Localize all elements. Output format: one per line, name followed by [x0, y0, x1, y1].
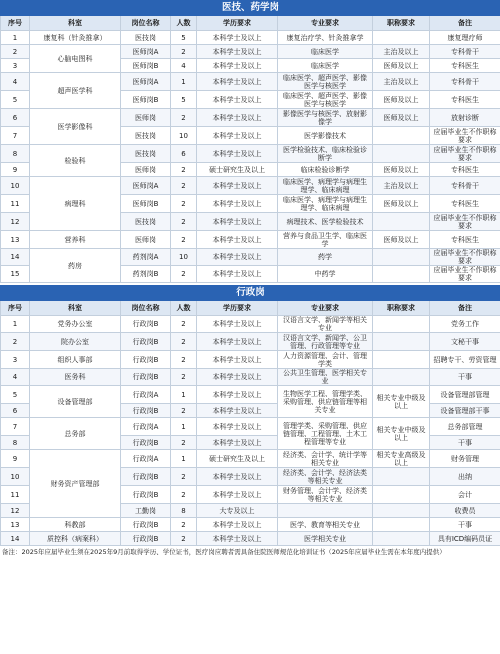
cell-remark: 具有ICD编码员证	[430, 532, 500, 546]
header-position: 岗位名称	[121, 301, 171, 316]
cell-edu: 本科学士及以上	[197, 249, 278, 266]
cell-remark: 招聘专干、劳资管理	[430, 351, 500, 369]
cell-title	[373, 351, 430, 369]
header-major: 专业要求	[278, 16, 373, 31]
cell-major: 汉语言文学、新闻学等相关专业	[278, 316, 373, 333]
cell-edu: 本科学士及以上	[197, 45, 278, 59]
cell-pos: 行政岗B	[121, 369, 171, 386]
cell-dept: 党务办公室	[30, 316, 121, 333]
cell-edu: 本科学士及以上	[197, 468, 278, 486]
cell-title	[373, 518, 430, 532]
table-row	[1, 532, 500, 546]
cell-remark: 收费员	[430, 504, 500, 518]
cell-pos: 行政岗B	[121, 351, 171, 369]
cell-no: 14	[1, 532, 30, 546]
cell-edu: 本科学士及以上	[197, 213, 278, 231]
cell-edu: 本科学士及以上	[197, 177, 278, 195]
cell-no: 6	[1, 404, 30, 418]
cell-pos: 行政岗B	[121, 404, 171, 418]
cell-dept: 康复科（针灸推拿）	[30, 31, 121, 45]
cell-major: 药学	[278, 249, 373, 266]
cell-remark: 应届毕业生不作职称要求	[430, 127, 500, 145]
cell-num: 8	[171, 504, 197, 518]
cell-title	[373, 486, 430, 504]
cell-pos: 医师岗B	[121, 91, 171, 109]
cell-pos: 医师岗	[121, 163, 171, 177]
cell-no: 9	[1, 450, 30, 468]
cell-num: 2	[171, 468, 197, 486]
cell-title: 医师及以上	[373, 163, 430, 177]
cell-edu: 本科学士及以上	[197, 386, 278, 404]
cell-num: 2	[171, 333, 197, 351]
cell-num: 10	[171, 127, 197, 145]
cell-edu: 本科学士及以上	[197, 31, 278, 45]
cell-num: 2	[171, 351, 197, 369]
cell-dept: 总务部	[30, 418, 121, 450]
cell-pos: 医师岗A	[121, 45, 171, 59]
cell-major: 公共卫生管理、医学相关专业	[278, 369, 373, 386]
cell-pos: 药剂岗A	[121, 249, 171, 266]
cell-major: 临床医学、超声医学、影像医学与核医学	[278, 73, 373, 91]
cell-no: 15	[1, 266, 30, 283]
cell-major: 病理技术、医学检验技术	[278, 213, 373, 231]
section-title-row	[1, 286, 500, 301]
cell-major: 管理学类、采购管理、供应链管理、工程管理、土木工程管理等专业	[278, 418, 373, 450]
cell-no: 12	[1, 213, 30, 231]
cell-edu: 本科学士及以上	[197, 145, 278, 163]
cell-num: 2	[171, 532, 197, 546]
cell-major: 经济类、会计学、统计学等相关专业	[278, 450, 373, 468]
table-header-row	[1, 16, 500, 31]
cell-pos: 工勤岗	[121, 504, 171, 518]
cell-remark: 应届毕业生不作职称要求	[430, 266, 500, 283]
cell-title: 相关专业中级及以上	[373, 386, 430, 418]
cell-remark: 出纳	[430, 468, 500, 486]
table-row	[1, 249, 500, 266]
cell-no: 4	[1, 369, 30, 386]
cell-edu: 本科学士及以上	[197, 351, 278, 369]
table-row	[1, 316, 500, 333]
header-major: 专业要求	[278, 301, 373, 316]
cell-num: 1	[171, 450, 197, 468]
cell-edu: 本科学士及以上	[197, 518, 278, 532]
table-row	[1, 450, 500, 468]
cell-major: 财务管理、会计学、经济类等相关专业	[278, 486, 373, 504]
cell-edu: 本科学士及以上	[197, 195, 278, 213]
cell-remark: 专科骨干	[430, 45, 500, 59]
cell-no: 7	[1, 418, 30, 436]
cell-edu: 本科学士及以上	[197, 333, 278, 351]
cell-pos: 医技岗	[121, 145, 171, 163]
cell-edu: 本科学士及以上	[197, 59, 278, 73]
cell-title: 医师及以上	[373, 59, 430, 73]
cell-edu: 本科学士及以上	[197, 91, 278, 109]
cell-pos: 行政岗B	[121, 486, 171, 504]
header-education: 学历要求	[197, 16, 278, 31]
table-row	[1, 45, 500, 59]
header-title: 职称要求	[373, 16, 430, 31]
cell-major: 影像医学与核医学、放射影像学	[278, 109, 373, 127]
cell-no: 6	[1, 109, 30, 127]
cell-edu: 本科学士及以上	[197, 532, 278, 546]
cell-pos: 医师岗B	[121, 195, 171, 213]
cell-title	[373, 31, 430, 45]
cell-num: 5	[171, 31, 197, 45]
cell-pos: 行政岗A	[121, 386, 171, 404]
cell-edu: 本科学士及以上	[197, 109, 278, 127]
cell-remark: 专科骨干	[430, 177, 500, 195]
cell-title: 医师及以上	[373, 91, 430, 109]
footnote: 备注：2025年应届毕业生须在2025年9月前取得学历、学位证书，医疗岗应聘者需具备住院医师规范化培训证书（2025年应届毕业生需在本年度内提供）	[2, 548, 446, 556]
table-row	[1, 333, 500, 351]
cell-remark: 应届毕业生不作职称要求	[430, 145, 500, 163]
header-count: 人数	[171, 16, 197, 31]
cell-remark: 设备管理部管理	[430, 386, 500, 404]
cell-edu: 硕士研究生及以上	[197, 163, 278, 177]
cell-remark: 专科医生	[430, 195, 500, 213]
cell-edu: 本科学士及以上	[197, 369, 278, 386]
cell-major: 生物医学工程、管理学类、采购管理、供应链管理等相关专业	[278, 386, 373, 418]
cell-edu: 本科学士及以上	[197, 73, 278, 91]
cell-num: 2	[171, 177, 197, 195]
cell-remark: 财务管理	[430, 450, 500, 468]
cell-pos: 行政岗B	[121, 436, 171, 450]
cell-num: 2	[171, 316, 197, 333]
cell-major: 临床医学	[278, 45, 373, 59]
cell-num: 6	[171, 145, 197, 163]
cell-edu: 本科学士及以上	[197, 127, 278, 145]
cell-title	[373, 504, 430, 518]
cell-dept: 病理科	[30, 177, 121, 231]
cell-no: 9	[1, 163, 30, 177]
cell-major: 医学影像技术	[278, 127, 373, 145]
cell-num: 2	[171, 404, 197, 418]
cell-title	[373, 145, 430, 163]
cell-remark: 专科医生	[430, 59, 500, 73]
table-row	[1, 418, 500, 436]
cell-title: 主治及以上	[373, 45, 430, 59]
table-row	[1, 109, 500, 127]
cell-pos: 医师岗A	[121, 73, 171, 91]
section2-title: 行政岗	[1, 286, 500, 301]
table-row	[1, 31, 500, 45]
cell-num: 1	[171, 418, 197, 436]
cell-num: 2	[171, 518, 197, 532]
cell-no: 11	[1, 195, 30, 213]
cell-edu: 本科学士及以上	[197, 436, 278, 450]
cell-dept: 医学影像科	[30, 109, 121, 145]
cell-major: 临床医学、超声医学、影像医学与核医学	[278, 91, 373, 109]
cell-remark: 设备管理部干事	[430, 404, 500, 418]
cell-pos: 医师岗	[121, 109, 171, 127]
cell-remark: 文秘干事	[430, 333, 500, 351]
cell-dept: 医务科	[30, 369, 121, 386]
cell-remark: 干事	[430, 436, 500, 450]
admin-positions-table	[0, 285, 500, 546]
cell-num: 4	[171, 59, 197, 73]
table-row	[1, 73, 500, 91]
cell-title	[373, 127, 430, 145]
cell-major	[278, 504, 373, 518]
cell-edu: 本科学士及以上	[197, 486, 278, 504]
cell-title: 医师及以上	[373, 231, 430, 249]
cell-dept: 组织人事部	[30, 351, 121, 369]
cell-no: 13	[1, 518, 30, 532]
medical-positions-table	[0, 0, 500, 283]
cell-dept: 心脑电图科	[30, 45, 121, 73]
cell-pos: 行政岗B	[121, 316, 171, 333]
cell-edu: 本科学士及以上	[197, 316, 278, 333]
cell-title	[373, 532, 430, 546]
cell-pos: 药剂岗B	[121, 266, 171, 283]
cell-no: 3	[1, 59, 30, 73]
cell-num: 2	[171, 231, 197, 249]
cell-title	[373, 213, 430, 231]
cell-major: 康复治疗学、针灸推拿学	[278, 31, 373, 45]
cell-remark: 应届毕业生不作职称要求	[430, 249, 500, 266]
cell-title: 主治及以上	[373, 177, 430, 195]
cell-pos: 医师岗	[121, 231, 171, 249]
cell-no: 11	[1, 486, 30, 504]
cell-num: 2	[171, 195, 197, 213]
cell-major: 医学、教育等相关专业	[278, 518, 373, 532]
cell-remark: 党务工作	[430, 316, 500, 333]
cell-no: 7	[1, 127, 30, 145]
table-row	[1, 145, 500, 163]
table-row	[1, 518, 500, 532]
cell-major: 医学相关专业	[278, 532, 373, 546]
cell-title	[373, 249, 430, 266]
cell-dept: 质控科（病案科）	[30, 532, 121, 546]
table-row	[1, 386, 500, 404]
cell-num: 2	[171, 163, 197, 177]
table-row	[1, 369, 500, 386]
cell-no: 3	[1, 351, 30, 369]
cell-major: 临床医学、病理学与病理生理学、临床病理	[278, 195, 373, 213]
table-row	[1, 231, 500, 249]
cell-edu: 本科学士及以上	[197, 266, 278, 283]
cell-remark: 放射诊断	[430, 109, 500, 127]
table-row	[1, 351, 500, 369]
cell-major: 中药学	[278, 266, 373, 283]
cell-pos: 医师岗A	[121, 177, 171, 195]
table-header-row	[1, 301, 500, 316]
cell-title: 相关专业高级及以上	[373, 450, 430, 468]
section-title-row	[1, 1, 500, 16]
cell-title: 医师及以上	[373, 195, 430, 213]
cell-remark: 总务部管理	[430, 418, 500, 436]
header-title: 职称要求	[373, 301, 430, 316]
cell-title	[373, 333, 430, 351]
header-dept: 科室	[30, 301, 121, 316]
cell-no: 1	[1, 316, 30, 333]
cell-title	[373, 316, 430, 333]
cell-pos: 行政岗A	[121, 418, 171, 436]
cell-num: 10	[171, 249, 197, 266]
cell-no: 10	[1, 468, 30, 486]
cell-pos: 行政岗A	[121, 450, 171, 468]
cell-pos: 行政岗B	[121, 518, 171, 532]
header-position: 岗位名称	[121, 16, 171, 31]
cell-num: 1	[171, 73, 197, 91]
cell-no: 2	[1, 45, 30, 59]
cell-dept: 院办公室	[30, 333, 121, 351]
cell-remark: 会计	[430, 486, 500, 504]
cell-dept: 科教部	[30, 518, 121, 532]
cell-title	[373, 266, 430, 283]
header-education: 学历要求	[197, 301, 278, 316]
cell-pos: 行政岗B	[121, 468, 171, 486]
cell-dept: 设备管理部	[30, 386, 121, 418]
cell-dept: 检验科	[30, 145, 121, 177]
cell-num: 2	[171, 45, 197, 59]
cell-edu: 本科学士及以上	[197, 231, 278, 249]
cell-num: 2	[171, 436, 197, 450]
cell-dept: 财务资产管理部	[30, 450, 121, 518]
cell-num: 1	[171, 386, 197, 404]
cell-major: 医学检验技术、临床检验诊断学	[278, 145, 373, 163]
cell-remark: 专科医生	[430, 163, 500, 177]
header-count: 人数	[171, 301, 197, 316]
cell-title	[373, 369, 430, 386]
cell-no: 4	[1, 73, 30, 91]
cell-pos: 医技岗	[121, 213, 171, 231]
section1-title: 医技、药学岗	[1, 1, 500, 16]
cell-no: 5	[1, 91, 30, 109]
cell-no: 2	[1, 333, 30, 351]
header-remark: 备注	[430, 301, 500, 316]
cell-remark: 专科医生	[430, 231, 500, 249]
cell-title	[373, 468, 430, 486]
header-no: 序号	[1, 16, 30, 31]
cell-num: 2	[171, 213, 197, 231]
cell-remark: 应届毕业生不作职称要求	[430, 213, 500, 231]
cell-remark: 干事	[430, 518, 500, 532]
cell-no: 1	[1, 31, 30, 45]
cell-remark: 康复理疗师	[430, 31, 500, 45]
cell-title: 医师及以上	[373, 109, 430, 127]
cell-no: 12	[1, 504, 30, 518]
cell-num: 2	[171, 369, 197, 386]
header-dept: 科室	[30, 16, 121, 31]
cell-no: 13	[1, 231, 30, 249]
cell-pos: 医技岗	[121, 127, 171, 145]
cell-title: 主治及以上	[373, 73, 430, 91]
cell-title: 相关专业中级及以上	[373, 418, 430, 450]
table-row	[1, 177, 500, 195]
cell-dept: 药房	[30, 249, 121, 283]
cell-edu: 硕士研究生及以上	[197, 450, 278, 468]
cell-remark: 干事	[430, 369, 500, 386]
cell-edu: 大专及以上	[197, 504, 278, 518]
cell-major: 经济类、会计学、经济法类等相关专业	[278, 468, 373, 486]
cell-pos: 行政岗B	[121, 532, 171, 546]
cell-remark: 专科骨干	[430, 73, 500, 91]
cell-major: 临床医学	[278, 59, 373, 73]
cell-edu: 本科学士及以上	[197, 404, 278, 418]
cell-pos: 医技岗	[121, 31, 171, 45]
cell-no: 8	[1, 436, 30, 450]
cell-no: 10	[1, 177, 30, 195]
cell-major: 营养与食品卫生学、临床医学	[278, 231, 373, 249]
cell-no: 5	[1, 386, 30, 404]
cell-no: 14	[1, 249, 30, 266]
cell-num: 2	[171, 486, 197, 504]
cell-num: 5	[171, 91, 197, 109]
cell-dept: 超声医学科	[30, 73, 121, 109]
cell-edu: 本科学士及以上	[197, 418, 278, 436]
cell-num: 2	[171, 109, 197, 127]
cell-major: 汉语言文学、新闻学、公卫管理、行政管理等专业	[278, 333, 373, 351]
cell-num: 2	[171, 266, 197, 283]
cell-no: 8	[1, 145, 30, 163]
cell-pos: 行政岗B	[121, 333, 171, 351]
header-remark: 备注	[430, 16, 500, 31]
cell-dept: 营养科	[30, 231, 121, 249]
cell-major: 临床医学、病理学与病理生理学、临床病理	[278, 177, 373, 195]
header-no: 序号	[1, 301, 30, 316]
cell-remark: 专科医生	[430, 91, 500, 109]
cell-major: 临床检验诊断学	[278, 163, 373, 177]
cell-pos: 医师岗B	[121, 59, 171, 73]
cell-major: 人力资源管理、会计、管理学类	[278, 351, 373, 369]
